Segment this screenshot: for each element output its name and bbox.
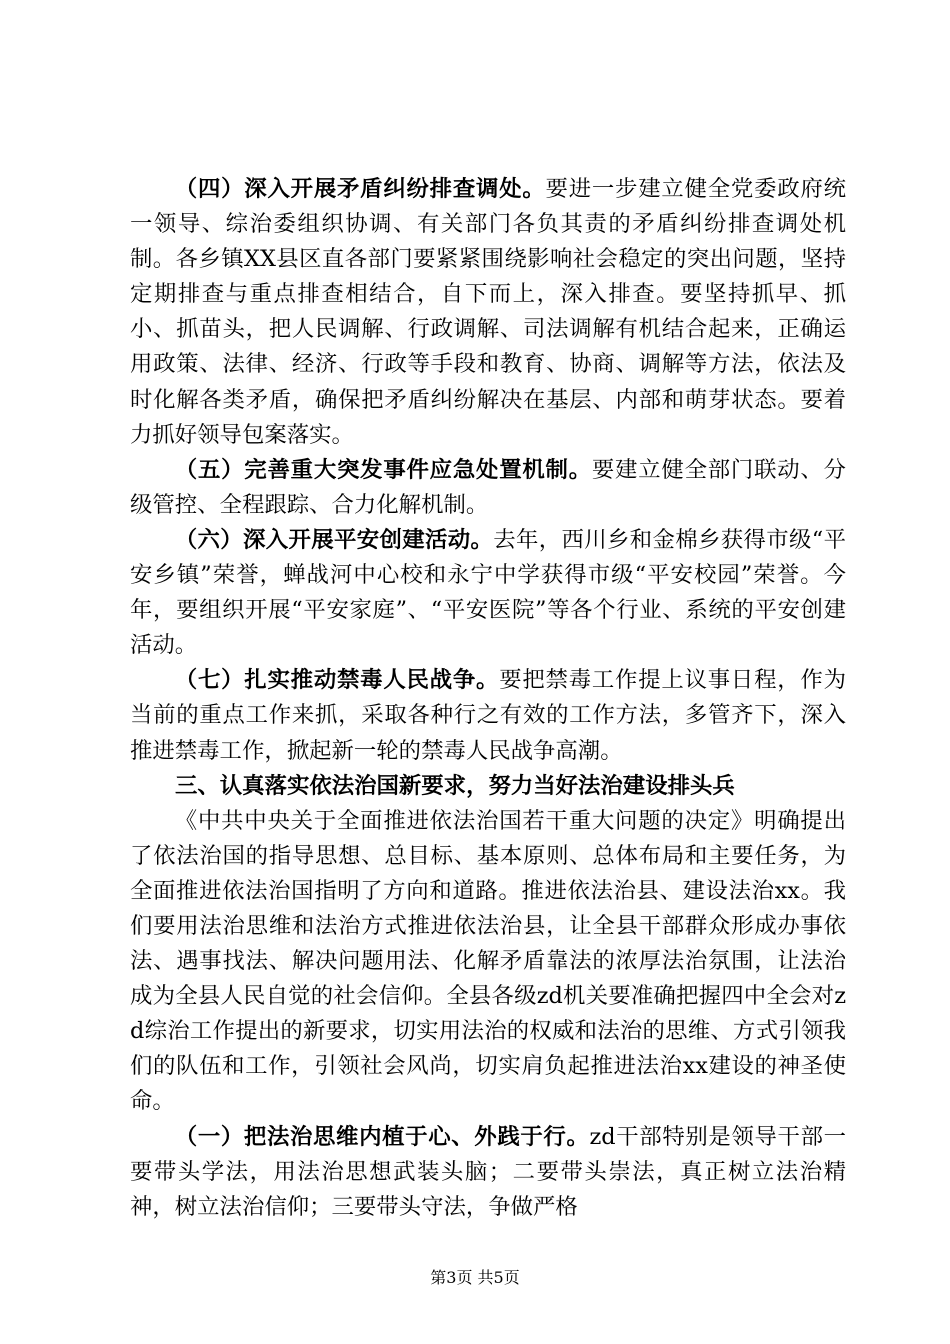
paragraph-4 — [130, 172, 846, 453]
paragraph-text: 要建立健全部门联动、分级管控、全程跟踪、合力化解机制。 — [130, 456, 846, 518]
paragraph-6 — [130, 523, 846, 663]
paragraph-text: zd干部特别是领导干部一要带头学法，用法治思想武装头脑；二要带头崇法，真正树立法治精神，树立法治信仰；三要带头守法，争做严格 — [130, 1123, 846, 1220]
paragraph-lead: （一）把法治思维内植于心、外践于行。 — [174, 1123, 590, 1150]
paragraph-7 — [130, 663, 846, 768]
paragraph-lead: （五）完善重大突发事件应急处置机制。 — [174, 456, 592, 483]
paragraph-lead: （四）深入开展矛盾纠纷排查调处。 — [174, 176, 546, 202]
paragraph-text: 《中共中央关于全面推进依法治国若干重大问题的决定》明确提出了依法治国的指导思想、总目标、基本原则、总体布局和主要任务，为全面推进依法治国指明了方向和道路。推进依法治县、建设法治xx。我们要用法治思维和法治方式推进依法治县，让全县干部群众形成办事依法、遇事找法、解决问题用法、化解矛盾靠法的浓厚法治氛围，让法治成为全县人民自觉的社会信仰。全县各级zd机关要准确把握四中全会对zd综治工作提出的新要求，切实用法治的权威和法治的思维、方式引领我们的队伍和工作，引领社会风尚，切实肩负起推进法治xx建设的神圣使命。 — [130, 807, 846, 1115]
paragraph-lead: （六）深入开展平安创建活动。 — [174, 526, 494, 553]
paragraph-5 — [130, 453, 846, 523]
document-body — [130, 172, 846, 1225]
paragraph-text: 要把禁毒工作提上议事日程，作为当前的重点工作来抓，采取各种行之有效的工作方法，多管齐下，深入推进禁毒工作，掀起新一轮的禁毒人民战争高潮。 — [130, 667, 846, 764]
paragraph-text: 去年，西川乡和金棉乡获得市级“平安乡镇”荣誉，蝉战河中心校和永宁中学获得市级“平安校园”荣誉。今年，要组织开展“平安家庭”、“平安医院”等各个行业、系统的平安创建活动。 — [130, 526, 846, 659]
section-heading: 三、认真落实依法治国新要求，努力当好法治建设排头兵 — [175, 772, 735, 799]
paragraph-text: 要进一步建立健全党委政府统一领导、综治委组织协调、有关部门各负其责的矛盾纠纷排查调处机制。各乡镇XX县区直各部门要紧紧围绕影响社会稳定的突出问题，坚持定期排查与重点排查相结合，自下而上，深入排查。要坚持抓早、抓小、抓苗头，把人民调解、行政调解、司法调解有机结合起来，正确运用政策、法律、经济、行政等手段和教育、协商、调解等方法，依法及时化解各类矛盾，确保把矛盾纠纷解决在基层、内部和萌芽状态。要着力抓好领导包案落实。 — [130, 176, 846, 448]
paragraph-lead: （七）扎实推动禁毒人民战争。 — [174, 667, 500, 694]
section-intro-paragraph — [130, 804, 846, 1120]
paragraph-section-1 — [130, 1120, 846, 1225]
page-footer: 第3页 共5页 — [430, 1268, 520, 1287]
